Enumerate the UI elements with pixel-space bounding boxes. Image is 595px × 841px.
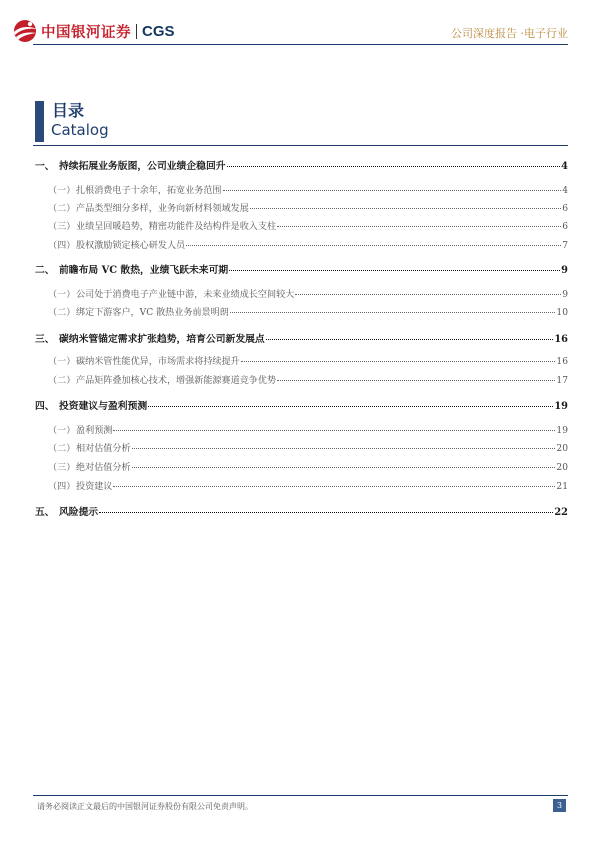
toc-dot-leader xyxy=(277,379,555,381)
toc-entry-title: 前瞻布局 VC 散热，业绩飞跃未来可期 xyxy=(59,265,229,276)
toc-entry-number: （一） xyxy=(48,290,76,300)
toc-entry-page: 17 xyxy=(556,376,568,386)
toc-dot-leader xyxy=(113,485,555,487)
toc-dot-leader xyxy=(113,429,555,431)
toc-entry-title: 扎根消费电子十余年，拓宽业务范围 xyxy=(76,186,222,196)
toc-entry-title: 产品类型细分多样，业务向新材料领域发展 xyxy=(76,204,249,214)
toc-entry-page: 6 xyxy=(562,204,568,214)
toc-entry-number: 五、 xyxy=(35,507,55,518)
toc-entry-number: 三、 xyxy=(35,334,55,345)
toc-entry-title: 股权激励锁定核心研发人员 xyxy=(76,241,186,251)
toc-subsection-link[interactable] xyxy=(48,183,568,196)
toc-dot-leader xyxy=(227,165,561,167)
toc-entry-page: 4 xyxy=(562,186,568,196)
toc-entry-title: 碳纳米管锚定需求扩张趋势，培育公司新发展点 xyxy=(59,334,265,345)
toc-subsection-link[interactable] xyxy=(48,479,568,492)
toc-entry-title: 业绩呈回暖趋势，精密功能件及结构件是收入支柱 xyxy=(76,222,277,232)
toc-entry-page: 10 xyxy=(556,308,568,318)
toc-entry-title: 绝对估值分析 xyxy=(76,463,131,473)
toc-entry-page: 21 xyxy=(556,482,568,492)
toc-entry-number: 二、 xyxy=(35,265,55,276)
toc-entry-page: 16 xyxy=(556,357,568,367)
toc-dot-leader xyxy=(132,447,556,449)
toc-dot-leader xyxy=(250,207,561,209)
toc-subsection-link[interactable] xyxy=(48,238,568,251)
toc-subsection-link[interactable] xyxy=(48,373,568,386)
logo-chinese-name: 中国银河证券 xyxy=(41,24,131,41)
toc-dot-leader xyxy=(295,293,561,295)
toc-section-link[interactable] xyxy=(35,398,568,412)
footer-disclaimer: 请务必阅读正文最后的中国银河证券股份有限公司免责声明。 xyxy=(37,802,253,811)
toc-title-cn: 目录 xyxy=(52,101,85,120)
footer-divider xyxy=(33,795,568,796)
toc-title-en: Catalog xyxy=(51,121,109,139)
toc-subsection-link[interactable] xyxy=(48,219,568,232)
toc-entry-number: （四） xyxy=(48,482,76,492)
toc-entry-number: （三） xyxy=(48,463,76,473)
toc-dot-leader xyxy=(99,511,553,513)
toc-entry-page: 16 xyxy=(554,334,568,345)
toc-entry-page: 20 xyxy=(556,444,568,454)
toc-dot-leader xyxy=(230,311,556,313)
toc-entry-number: （二） xyxy=(48,204,76,214)
toc-entry-page: 9 xyxy=(562,290,568,300)
toc-entry-number: 一、 xyxy=(35,161,55,172)
toc-section-link[interactable] xyxy=(35,331,568,345)
toc-entry-title: 持续拓展业务版图，公司业绩企稳回升 xyxy=(59,161,226,172)
toc-subsection-link[interactable] xyxy=(48,460,568,473)
toc-entry-page: 4 xyxy=(561,161,568,172)
toc-entry-title: 风险提示 xyxy=(59,507,99,518)
toc-subsection-link[interactable] xyxy=(48,354,568,367)
toc-entry-title: 产品矩阵叠加核心技术，增强新能源赛道竞争优势 xyxy=(76,376,277,386)
toc-entry-number: （四） xyxy=(48,241,76,251)
toc-entry-page: 19 xyxy=(554,401,568,412)
toc-dot-leader xyxy=(148,405,553,407)
toc-entry-number: （一） xyxy=(48,186,76,196)
header-divider xyxy=(33,44,568,45)
page-number: 3 xyxy=(553,799,566,812)
toc-subsection-link[interactable] xyxy=(48,287,568,300)
toc-dot-leader xyxy=(223,189,562,191)
toc-entry-number: （二） xyxy=(48,308,76,318)
toc-section-link[interactable] xyxy=(35,262,568,276)
toc-entry-number: （二） xyxy=(48,444,76,454)
toc-subsection-link[interactable] xyxy=(48,423,568,436)
toc-entry-number: （一） xyxy=(48,357,76,367)
toc-entry-title: 盈利预测 xyxy=(76,426,113,436)
toc-section-link[interactable] xyxy=(35,504,568,518)
toc-dot-leader xyxy=(277,225,561,227)
toc-entry-title: 碳纳米管性能优异，市场需求将持续提升 xyxy=(76,357,240,367)
toc-entry-number: （三） xyxy=(48,222,76,232)
toc-divider xyxy=(33,145,568,146)
toc-subsection-link[interactable] xyxy=(48,305,568,318)
toc-dot-leader xyxy=(266,338,554,340)
toc-entry-title: 相对估值分析 xyxy=(76,444,131,454)
toc-entry-page: 19 xyxy=(556,426,568,436)
toc-dot-leader xyxy=(186,244,561,246)
toc-entry-page: 9 xyxy=(561,265,568,276)
toc-subsection-link[interactable] xyxy=(48,441,568,454)
toc-entry-title: 投资建议 xyxy=(76,482,113,492)
galaxy-logo-icon xyxy=(12,18,38,44)
toc-entry-title: 投资建议与盈利预测 xyxy=(59,401,148,412)
toc-section-link[interactable] xyxy=(35,158,568,172)
company-logo xyxy=(12,18,175,44)
report-type-label: 公司深度报告 ·电子行业 xyxy=(451,27,568,40)
logo-separator xyxy=(136,24,137,39)
toc-entry-title: 公司处于消费电子产业链中游，未来业绩成长空间较大 xyxy=(76,290,295,300)
toc-subsection-link[interactable] xyxy=(48,201,568,214)
title-accent-bar xyxy=(35,101,44,142)
toc-entry-title: 绑定下游客户，VC 散热业务前景明朗 xyxy=(76,308,229,318)
toc-dot-leader xyxy=(229,269,560,271)
toc-entry-page: 20 xyxy=(556,463,568,473)
toc-entry-page: 6 xyxy=(562,222,568,232)
page-header xyxy=(0,0,595,50)
logo-english-name: CGS xyxy=(142,22,175,40)
toc-entry-number: 四、 xyxy=(35,401,55,412)
toc-entry-number: （二） xyxy=(48,376,76,386)
toc-entry-number: （一） xyxy=(48,426,76,436)
toc-dot-leader xyxy=(241,360,556,362)
toc-entry-page: 7 xyxy=(562,241,568,251)
toc-entry-page: 22 xyxy=(554,507,568,518)
toc-dot-leader xyxy=(132,466,556,468)
